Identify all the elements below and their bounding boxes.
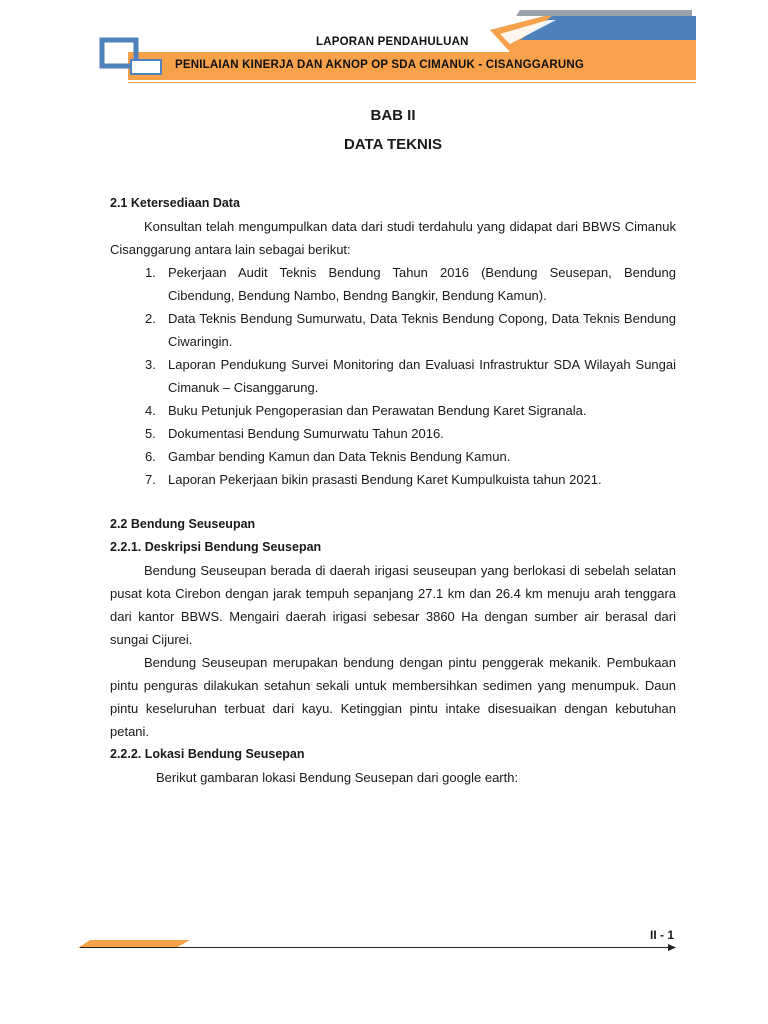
- list-item: [110, 468, 676, 491]
- list-item-number: 2.: [145, 311, 156, 326]
- section-2-1-intro: Konsultan telah mengumpulkan data dari studi terdahulu yang didapat dari BBWS Cimanuk Cisanggarung antara lain sebagai berikut:: [110, 219, 676, 257]
- header-title-line1: LAPORAN PENDAHULUAN: [316, 36, 469, 48]
- header-decoration: [0, 0, 768, 100]
- list-item: [110, 399, 676, 422]
- list-item-number: 3.: [145, 357, 156, 372]
- list-item: [110, 353, 676, 399]
- list-item: [110, 422, 676, 445]
- subsection-heading-2-2-2: 2.2.2. Lokasi Bendung Seusepan: [110, 747, 305, 761]
- list-item-text: Buku Petunjuk Pengoperasian dan Perawatan Bendung Karet Sigranala.: [168, 403, 587, 418]
- chapter-label: BAB II: [370, 107, 416, 124]
- header-title-line2: PENILAIAN KINERJA DAN AKNOP OP SDA CIMANUK - CISANGGARUNG: [175, 59, 585, 71]
- list-item-number: 7.: [145, 472, 156, 487]
- subsection-2-2-1-paragraph-2: Bendung Seuseupan merupakan bendung dengan pintu penggerak mekanik. Pembukaan pintu penguras dilakukan setahun sekali untuk membersihkan sedimen yang menumpuk. Daun pintu keseluruhan terbuat dari kayu. Ketinggian pintu intake disesuaikan dengan kebutuhan petani.: [110, 655, 676, 739]
- subsection-2-2-2-paragraph: Berikut gambaran lokasi Bendung Seusepan dari google earth:: [156, 770, 519, 785]
- document-body: [110, 100, 676, 789]
- list-item-text: Dokumentasi Bendung Sumurwatu Tahun 2016.: [168, 426, 444, 441]
- subsection-2-2-1-paragraph-1: Bendung Seuseupan berada di daerah irigasi seuseupan yang berlokasi di sebelah selatan pusat kota Cirebon dengan jarak tempuh sepanjang 27.1 km dan 26.4 km menuju arah tenggara dari kantor BBWS. Mengairi daerah irigasi sebesar 3860 Ha dengan sumber air berasal dari sungai Cijurei.: [110, 563, 676, 647]
- list-item-number: 1.: [145, 265, 156, 280]
- list-item: [110, 445, 676, 468]
- chapter-title: DATA TEKNIS: [343, 136, 443, 153]
- list-item-text: Pekerjaan Audit Teknis Bendung Tahun 2016 (Bendung Seusepan, Bendung Cibendung, Bendung Nambo, Bendng Bangkir, Bendung Kamun).: [168, 265, 676, 303]
- list-item: [110, 307, 676, 353]
- subsection-heading-2-2-1: 2.2.1. Deskripsi Bendung Seusepan: [110, 540, 322, 554]
- list-item-text: Gambar bending Kamun dan Data Teknis Bendung Kamun.: [168, 449, 511, 464]
- page-number: II - 1: [650, 928, 675, 942]
- data-source-list: [110, 261, 676, 491]
- list-item: [110, 261, 676, 307]
- page-header: [0, 0, 768, 100]
- section-heading-2-1: 2.1 Ketersediaan Data: [110, 196, 240, 210]
- list-item-number: 4.: [145, 403, 156, 418]
- list-item-text: Data Teknis Bendung Sumurwatu, Data Teknis Bendung Copong, Data Teknis Bendung Ciwaringin.: [168, 311, 676, 349]
- list-item-text: Laporan Pekerjaan bikin prasasti Bendung Karet Kumpulkuista tahun 2021.: [168, 472, 602, 487]
- section-heading-2-2: 2.2 Bendung Seuseupan: [110, 517, 256, 531]
- list-item-number: 6.: [145, 449, 156, 464]
- list-item-number: 5.: [145, 426, 156, 441]
- list-item-text: Laporan Pendukung Survei Monitoring dan Evaluasi Infrastruktur SDA Wilayah Sungai Cimanuk – Cisanggarung.: [168, 357, 676, 395]
